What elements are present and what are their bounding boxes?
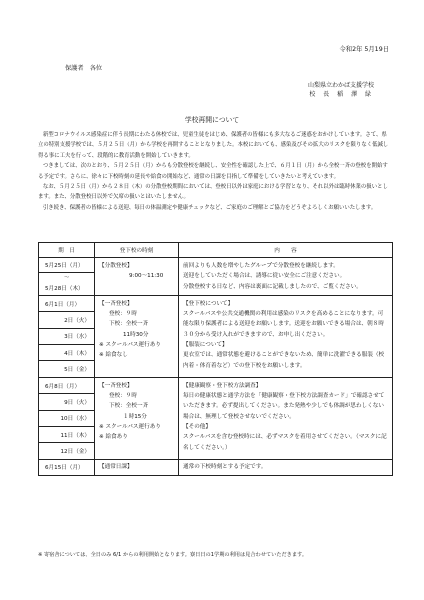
table-row (39, 295, 393, 311)
date-cell: 6月15日（月） (39, 459, 95, 475)
date-cell: 9日（火） (39, 394, 95, 410)
paragraph: なお、５月２５日（月）から２８日（木）の分散登校期間においては、登校日以外は家庭における学習となり、それ以外は臨時休業の扱いとします。また、分散登校日以外で欠席の扱いとはいたしません。 (38, 184, 388, 201)
date-cell: 12日（金） (39, 443, 95, 459)
date-cell: 6月8日（月） (39, 377, 95, 393)
date-cell: 11日（木） (39, 427, 95, 443)
principal-name: 校 長 稲 澤 緑 (309, 91, 374, 98)
table-row (39, 377, 393, 393)
dismissal-cell: 【分散登校】 9:00〜11:30 (95, 258, 179, 296)
content-cell: 通常の下校時刻とする予定です。 (179, 459, 393, 475)
header-content: 内 容 (179, 243, 393, 258)
dismissal-cell: 【通常日課】 (95, 459, 179, 475)
paragraph: 引き続き、保護者の皆様による送迎、毎日の体温測定や健康チェックなど、ご家庭のご理解とご協力をどうぞよろしくお願いいたします。 (42, 204, 377, 211)
header-dismissal: 登下校の時刻 (95, 243, 179, 258)
paragraph: つきましては、次のとおり、５月２５日（月）からも分散登校を継続し、安全性を確認した上で、６月１日（月）から全校一斉の登校を開始する予定です。さらに、徐々に下校時刻の延長や給食の開始など、通常の日課を目指して準備をしていきたいと考えています。 (38, 163, 388, 180)
date-cell: 3日（水） (39, 328, 95, 344)
paragraph: 新型コロナウイルス感染症に伴う長期にわたる休校では、児童生徒をはじめ、保護者の皆様にも多大なるご迷惑をおかけしています。さて、県立の特別支援学校では、５月２５日（月）から学校を再開することとなりました。本校においても、感染及びその拡大のリスクを限りなく低減し得る事に工夫を行って、段階的に教育活動を開始していきます。 (38, 132, 389, 159)
dismissal-cell: 【一斉登校】 登校：９時 下校：全校一斉 11時30分 ※ スクールバス運行あり ※ 給食なし (95, 295, 179, 377)
date-cell: 5日（金） (39, 361, 95, 377)
date-cell: 2日（火） (39, 312, 95, 328)
header-period: 期 日 (39, 243, 95, 258)
page-title: 学校再開について (184, 116, 240, 124)
date-cell: 4日（木） (39, 345, 95, 361)
date-cell: 〜 (39, 272, 95, 281)
content-cell: 【登下校について】 スクールバスや公共交通機関の利用は感染のリスクを高めることになります。可能な限り保護者による送迎をお願いします。送迎をお願いできる場合は、朝８時３０分から受け入れができますので、お申し出ください。 【服装について】 更衣室では、通常状態を避けることができないため、簡単に洗濯できる服装（校内着・体育着など）での登下校をお願いします。 (179, 295, 393, 377)
body-text (38, 130, 390, 213)
date-cell: 5月28日（木） (39, 281, 95, 296)
content-cell: 前回よりも人数を増やしたグループで分散登校を継続します。 送迎をしていただく場合は、誘導に従い安全にご注意ください。 分散登校する日など、内容は裏面に記載しましたので、ご覧ください。 (179, 258, 393, 296)
table-row (39, 258, 393, 273)
content-cell: 【健康観察・登下校方法調査】 毎日の健康状態と通学方法を「健康観察・登下校方法調査カード」で確認させていただきます。必ず提出してください。また発熱や少しでも体調が思わしくない場合は、無理して登校させないでください。 【その他】 スクールバスを含む登校時には、必ずマスクを着用させてください。（マスクに記名してください。） (179, 377, 393, 459)
dismissal-cell: 【一斉登校】 登校：９時 下校：全校一斉 １時15分 ※ スクールバス運行あり ※ 給食あり (95, 377, 179, 459)
footnote: ※ 寄宿舎については、全日のみ 6/1 からの利用開始となります。寮日日の1学期の利用は見合わせていただきます。 (38, 552, 308, 558)
table-row (39, 459, 393, 475)
table-header-row (39, 243, 393, 258)
schedule-table (38, 242, 393, 476)
date-cell: 5月25日（月） (39, 258, 95, 273)
issue-date: 令和2年 5月19日 (339, 46, 389, 53)
date-cell: 10日（水） (39, 410, 95, 426)
school-name: 山梨県立わかば支援学校 (307, 82, 374, 89)
recipient: 保護者 各位 (65, 65, 103, 72)
date-cell: 6月1日（月） (39, 295, 95, 311)
